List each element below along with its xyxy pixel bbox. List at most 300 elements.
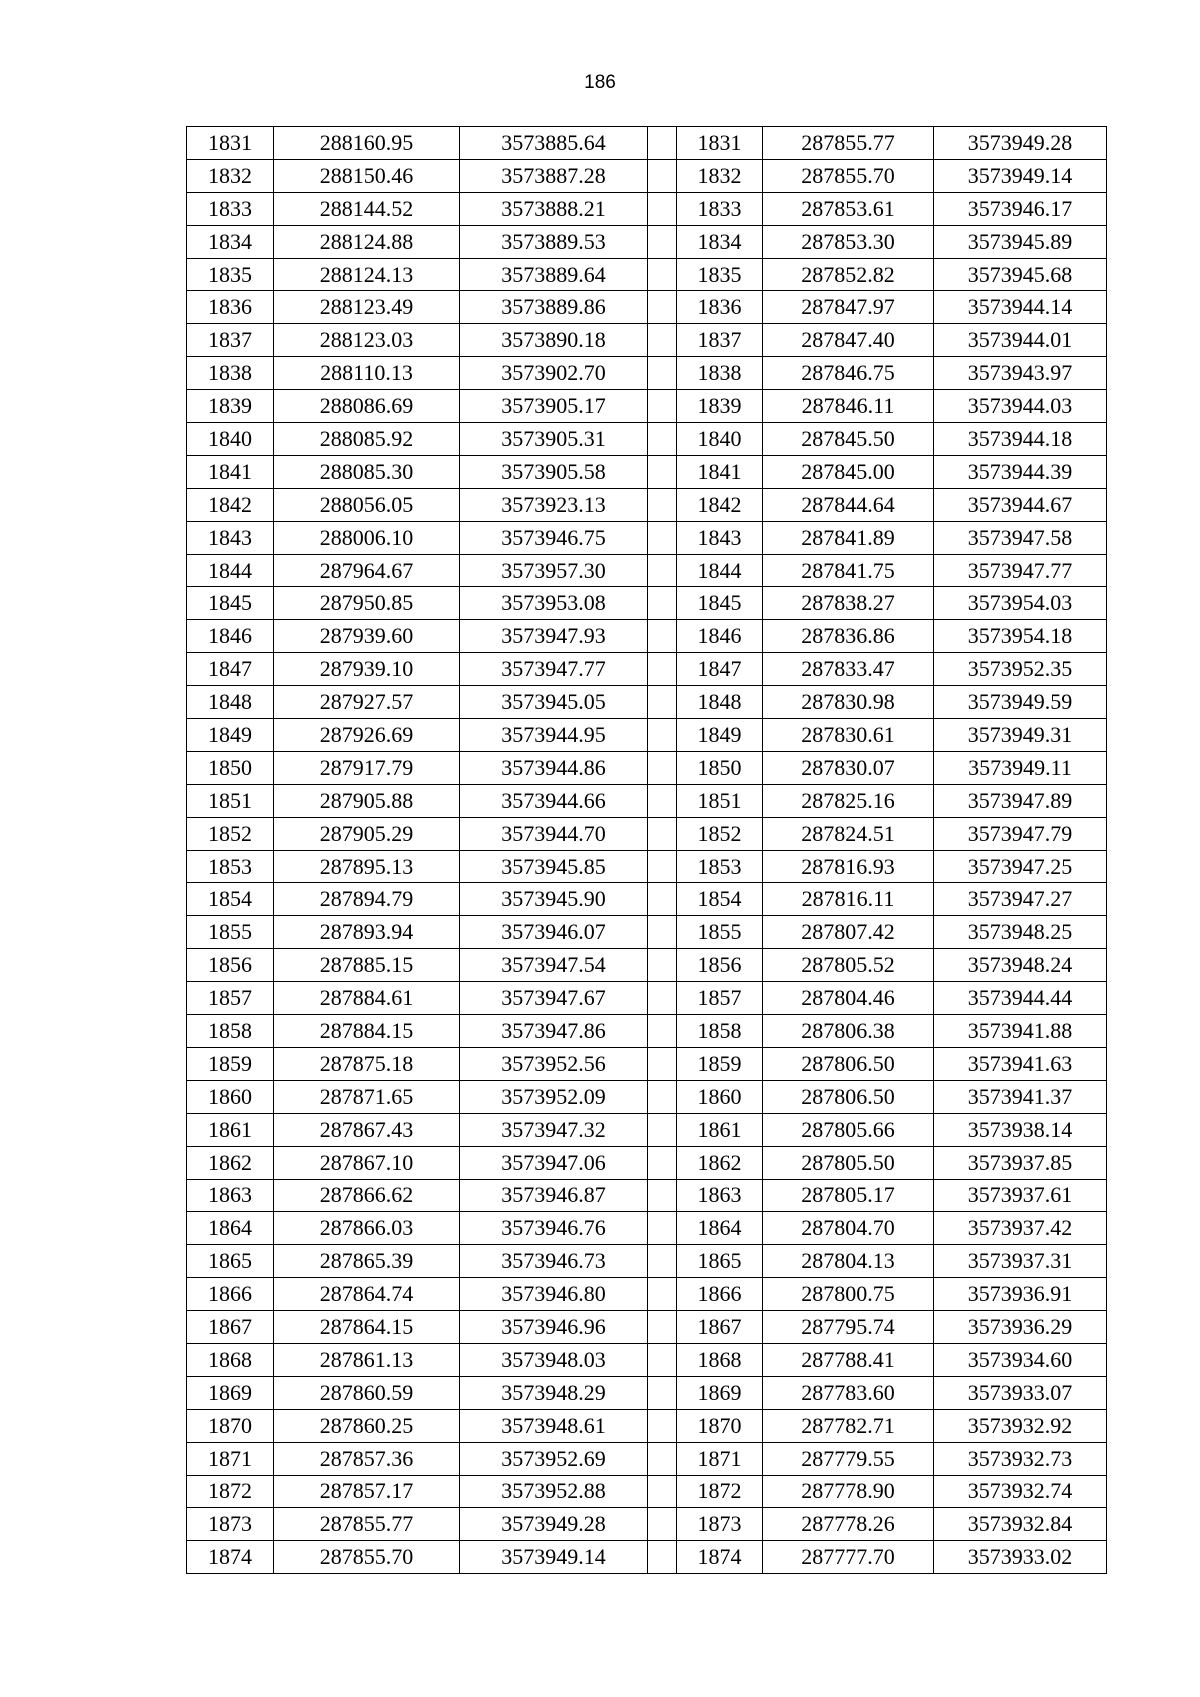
right-point-id-cell: 1833 — [677, 192, 763, 225]
left-y-coordinate-cell: 3573953.08 — [460, 587, 648, 620]
table-row — [187, 554, 1107, 587]
right-x-coordinate-cell: 287833.47 — [763, 653, 934, 686]
left-point-id-cell: 1845 — [187, 587, 274, 620]
table-row — [187, 1212, 1107, 1245]
spacer-cell — [648, 324, 677, 357]
spacer-cell — [648, 159, 677, 192]
left-y-coordinate-cell: 3573888.21 — [460, 192, 648, 225]
left-y-coordinate-cell: 3573902.70 — [460, 357, 648, 390]
table-row — [187, 488, 1107, 521]
spacer-cell — [648, 1343, 677, 1376]
right-y-coordinate-cell: 3573934.60 — [934, 1343, 1107, 1376]
table-row — [187, 1409, 1107, 1442]
right-point-id-cell: 1859 — [677, 1047, 763, 1080]
table-row — [187, 521, 1107, 554]
right-x-coordinate-cell: 287778.26 — [763, 1508, 934, 1541]
left-y-coordinate-cell: 3573948.03 — [460, 1343, 648, 1376]
left-x-coordinate-cell: 287866.62 — [274, 1179, 460, 1212]
right-x-coordinate-cell: 287782.71 — [763, 1409, 934, 1442]
left-y-coordinate-cell: 3573889.64 — [460, 258, 648, 291]
right-x-coordinate-cell: 287844.64 — [763, 488, 934, 521]
left-x-coordinate-cell: 287867.43 — [274, 1113, 460, 1146]
right-x-coordinate-cell: 287816.93 — [763, 850, 934, 883]
left-y-coordinate-cell: 3573905.58 — [460, 455, 648, 488]
right-y-coordinate-cell: 3573954.18 — [934, 620, 1107, 653]
spacer-cell — [648, 1508, 677, 1541]
table-row — [187, 982, 1107, 1015]
table-row — [187, 620, 1107, 653]
right-y-coordinate-cell: 3573937.31 — [934, 1245, 1107, 1278]
left-point-id-cell: 1831 — [187, 127, 274, 160]
left-y-coordinate-cell: 3573946.75 — [460, 521, 648, 554]
table-row — [187, 127, 1107, 160]
right-point-id-cell: 1869 — [677, 1376, 763, 1409]
table-row — [187, 1179, 1107, 1212]
right-point-id-cell: 1873 — [677, 1508, 763, 1541]
right-point-id-cell: 1838 — [677, 357, 763, 390]
table-row — [187, 159, 1107, 192]
left-point-id-cell: 1848 — [187, 686, 274, 719]
left-y-coordinate-cell: 3573947.06 — [460, 1146, 648, 1179]
left-x-coordinate-cell: 288056.05 — [274, 488, 460, 521]
left-y-coordinate-cell: 3573945.85 — [460, 850, 648, 883]
left-y-coordinate-cell: 3573949.28 — [460, 1508, 648, 1541]
left-y-coordinate-cell: 3573952.56 — [460, 1047, 648, 1080]
left-x-coordinate-cell: 287964.67 — [274, 554, 460, 587]
left-point-id-cell: 1867 — [187, 1311, 274, 1344]
right-x-coordinate-cell: 287841.75 — [763, 554, 934, 587]
right-point-id-cell: 1832 — [677, 159, 763, 192]
right-point-id-cell: 1864 — [677, 1212, 763, 1245]
spacer-cell — [648, 521, 677, 554]
right-point-id-cell: 1855 — [677, 916, 763, 949]
spacer-cell — [648, 1080, 677, 1113]
left-y-coordinate-cell: 3573944.86 — [460, 751, 648, 784]
right-point-id-cell: 1874 — [677, 1541, 763, 1574]
table-row — [187, 1015, 1107, 1048]
left-x-coordinate-cell: 288085.92 — [274, 423, 460, 456]
right-y-coordinate-cell: 3573949.11 — [934, 751, 1107, 784]
right-point-id-cell: 1837 — [677, 324, 763, 357]
spacer-cell — [648, 883, 677, 916]
right-x-coordinate-cell: 287778.90 — [763, 1475, 934, 1508]
right-x-coordinate-cell: 287853.61 — [763, 192, 934, 225]
left-x-coordinate-cell: 288110.13 — [274, 357, 460, 390]
left-y-coordinate-cell: 3573947.86 — [460, 1015, 648, 1048]
left-x-coordinate-cell: 287926.69 — [274, 719, 460, 752]
right-point-id-cell: 1854 — [677, 883, 763, 916]
spacer-cell — [648, 949, 677, 982]
right-x-coordinate-cell: 287795.74 — [763, 1311, 934, 1344]
right-y-coordinate-cell: 3573941.63 — [934, 1047, 1107, 1080]
right-y-coordinate-cell: 3573932.74 — [934, 1475, 1107, 1508]
spacer-cell — [648, 719, 677, 752]
left-x-coordinate-cell: 287855.70 — [274, 1541, 460, 1574]
left-x-coordinate-cell: 287864.15 — [274, 1311, 460, 1344]
right-x-coordinate-cell: 287836.86 — [763, 620, 934, 653]
spacer-cell — [648, 653, 677, 686]
right-y-coordinate-cell: 3573947.79 — [934, 817, 1107, 850]
left-x-coordinate-cell: 287893.94 — [274, 916, 460, 949]
spacer-cell — [648, 982, 677, 1015]
right-y-coordinate-cell: 3573936.91 — [934, 1278, 1107, 1311]
spacer-cell — [648, 1245, 677, 1278]
left-y-coordinate-cell: 3573944.66 — [460, 784, 648, 817]
left-y-coordinate-cell: 3573946.76 — [460, 1212, 648, 1245]
left-x-coordinate-cell: 287864.74 — [274, 1278, 460, 1311]
spacer-cell — [648, 1278, 677, 1311]
right-x-coordinate-cell: 287855.70 — [763, 159, 934, 192]
right-y-coordinate-cell: 3573936.29 — [934, 1311, 1107, 1344]
left-point-id-cell: 1837 — [187, 324, 274, 357]
left-y-coordinate-cell: 3573923.13 — [460, 488, 648, 521]
table-row — [187, 751, 1107, 784]
table-row — [187, 1080, 1107, 1113]
left-point-id-cell: 1854 — [187, 883, 274, 916]
right-x-coordinate-cell: 287847.97 — [763, 291, 934, 324]
spacer-cell — [648, 1047, 677, 1080]
table-row — [187, 719, 1107, 752]
right-y-coordinate-cell: 3573944.01 — [934, 324, 1107, 357]
right-y-coordinate-cell: 3573945.68 — [934, 258, 1107, 291]
right-y-coordinate-cell: 3573947.25 — [934, 850, 1107, 883]
left-x-coordinate-cell: 287855.77 — [274, 1508, 460, 1541]
left-point-id-cell: 1843 — [187, 521, 274, 554]
table-row — [187, 1047, 1107, 1080]
left-x-coordinate-cell: 287905.29 — [274, 817, 460, 850]
right-x-coordinate-cell: 287805.66 — [763, 1113, 934, 1146]
right-x-coordinate-cell: 287825.16 — [763, 784, 934, 817]
table-row — [187, 1245, 1107, 1278]
right-y-coordinate-cell: 3573947.27 — [934, 883, 1107, 916]
spacer-cell — [648, 1376, 677, 1409]
left-x-coordinate-cell: 288006.10 — [274, 521, 460, 554]
right-y-coordinate-cell: 3573937.85 — [934, 1146, 1107, 1179]
left-point-id-cell: 1870 — [187, 1409, 274, 1442]
right-point-id-cell: 1842 — [677, 488, 763, 521]
right-y-coordinate-cell: 3573941.88 — [934, 1015, 1107, 1048]
right-y-coordinate-cell: 3573947.89 — [934, 784, 1107, 817]
spacer-cell — [648, 1442, 677, 1475]
right-point-id-cell: 1858 — [677, 1015, 763, 1048]
spacer-cell — [648, 554, 677, 587]
table-row — [187, 784, 1107, 817]
left-point-id-cell: 1872 — [187, 1475, 274, 1508]
right-point-id-cell: 1857 — [677, 982, 763, 1015]
left-y-coordinate-cell: 3573946.07 — [460, 916, 648, 949]
table-row — [187, 686, 1107, 719]
left-y-coordinate-cell: 3573949.14 — [460, 1541, 648, 1574]
left-point-id-cell: 1841 — [187, 455, 274, 488]
right-point-id-cell: 1853 — [677, 850, 763, 883]
left-x-coordinate-cell: 287894.79 — [274, 883, 460, 916]
left-point-id-cell: 1869 — [187, 1376, 274, 1409]
spacer-cell — [648, 357, 677, 390]
left-y-coordinate-cell: 3573957.30 — [460, 554, 648, 587]
left-x-coordinate-cell: 287884.15 — [274, 1015, 460, 1048]
spacer-cell — [648, 488, 677, 521]
right-y-coordinate-cell: 3573947.58 — [934, 521, 1107, 554]
left-x-coordinate-cell: 287885.15 — [274, 949, 460, 982]
right-point-id-cell: 1871 — [677, 1442, 763, 1475]
right-x-coordinate-cell: 287777.70 — [763, 1541, 934, 1574]
left-x-coordinate-cell: 287895.13 — [274, 850, 460, 883]
right-x-coordinate-cell: 287804.70 — [763, 1212, 934, 1245]
left-point-id-cell: 1866 — [187, 1278, 274, 1311]
left-point-id-cell: 1838 — [187, 357, 274, 390]
right-x-coordinate-cell: 287852.82 — [763, 258, 934, 291]
right-point-id-cell: 1849 — [677, 719, 763, 752]
left-x-coordinate-cell: 287927.57 — [274, 686, 460, 719]
right-x-coordinate-cell: 287824.51 — [763, 817, 934, 850]
left-point-id-cell: 1861 — [187, 1113, 274, 1146]
left-y-coordinate-cell: 3573947.54 — [460, 949, 648, 982]
left-point-id-cell: 1860 — [187, 1080, 274, 1113]
right-point-id-cell: 1872 — [677, 1475, 763, 1508]
right-x-coordinate-cell: 287804.46 — [763, 982, 934, 1015]
table-row — [187, 324, 1107, 357]
left-x-coordinate-cell: 287917.79 — [274, 751, 460, 784]
left-point-id-cell: 1863 — [187, 1179, 274, 1212]
table-row — [187, 1442, 1107, 1475]
left-x-coordinate-cell: 288123.03 — [274, 324, 460, 357]
table-row — [187, 850, 1107, 883]
spacer-cell — [648, 291, 677, 324]
coordinates-table-body — [187, 127, 1107, 1574]
right-y-coordinate-cell: 3573937.61 — [934, 1179, 1107, 1212]
table-row — [187, 258, 1107, 291]
right-point-id-cell: 1868 — [677, 1343, 763, 1376]
right-y-coordinate-cell: 3573944.67 — [934, 488, 1107, 521]
spacer-cell — [648, 751, 677, 784]
right-point-id-cell: 1831 — [677, 127, 763, 160]
right-point-id-cell: 1848 — [677, 686, 763, 719]
right-y-coordinate-cell: 3573933.07 — [934, 1376, 1107, 1409]
left-point-id-cell: 1846 — [187, 620, 274, 653]
spacer-cell — [648, 1146, 677, 1179]
left-y-coordinate-cell: 3573947.77 — [460, 653, 648, 686]
spacer-cell — [648, 1015, 677, 1048]
right-point-id-cell: 1839 — [677, 390, 763, 423]
right-point-id-cell: 1850 — [677, 751, 763, 784]
right-point-id-cell: 1852 — [677, 817, 763, 850]
right-y-coordinate-cell: 3573949.28 — [934, 127, 1107, 160]
table-row — [187, 1376, 1107, 1409]
right-x-coordinate-cell: 287807.42 — [763, 916, 934, 949]
spacer-cell — [648, 817, 677, 850]
right-point-id-cell: 1863 — [677, 1179, 763, 1212]
left-point-id-cell: 1839 — [187, 390, 274, 423]
right-x-coordinate-cell: 287841.89 — [763, 521, 934, 554]
left-point-id-cell: 1858 — [187, 1015, 274, 1048]
left-y-coordinate-cell: 3573947.67 — [460, 982, 648, 1015]
left-x-coordinate-cell: 287867.10 — [274, 1146, 460, 1179]
left-x-coordinate-cell: 288124.13 — [274, 258, 460, 291]
left-x-coordinate-cell: 287861.13 — [274, 1343, 460, 1376]
right-point-id-cell: 1862 — [677, 1146, 763, 1179]
right-x-coordinate-cell: 287853.30 — [763, 225, 934, 258]
left-y-coordinate-cell: 3573948.29 — [460, 1376, 648, 1409]
left-y-coordinate-cell: 3573905.31 — [460, 423, 648, 456]
right-point-id-cell: 1836 — [677, 291, 763, 324]
table-row — [187, 1541, 1107, 1574]
spacer-cell — [648, 192, 677, 225]
table-row — [187, 949, 1107, 982]
right-x-coordinate-cell: 287805.52 — [763, 949, 934, 982]
left-y-coordinate-cell: 3573945.90 — [460, 883, 648, 916]
left-y-coordinate-cell: 3573944.95 — [460, 719, 648, 752]
right-point-id-cell: 1847 — [677, 653, 763, 686]
left-point-id-cell: 1850 — [187, 751, 274, 784]
right-x-coordinate-cell: 287788.41 — [763, 1343, 934, 1376]
right-y-coordinate-cell: 3573932.73 — [934, 1442, 1107, 1475]
left-x-coordinate-cell: 287857.36 — [274, 1442, 460, 1475]
left-x-coordinate-cell: 287860.25 — [274, 1409, 460, 1442]
left-x-coordinate-cell: 287866.03 — [274, 1212, 460, 1245]
right-point-id-cell: 1844 — [677, 554, 763, 587]
right-point-id-cell: 1870 — [677, 1409, 763, 1442]
right-point-id-cell: 1860 — [677, 1080, 763, 1113]
left-y-coordinate-cell: 3573952.09 — [460, 1080, 648, 1113]
left-point-id-cell: 1855 — [187, 916, 274, 949]
right-point-id-cell: 1856 — [677, 949, 763, 982]
left-point-id-cell: 1851 — [187, 784, 274, 817]
left-x-coordinate-cell: 288160.95 — [274, 127, 460, 160]
left-x-coordinate-cell: 288123.49 — [274, 291, 460, 324]
table-row — [187, 1508, 1107, 1541]
left-x-coordinate-cell: 287939.60 — [274, 620, 460, 653]
left-y-coordinate-cell: 3573887.28 — [460, 159, 648, 192]
right-point-id-cell: 1867 — [677, 1311, 763, 1344]
left-y-coordinate-cell: 3573952.69 — [460, 1442, 648, 1475]
left-x-coordinate-cell: 287857.17 — [274, 1475, 460, 1508]
right-x-coordinate-cell: 287830.61 — [763, 719, 934, 752]
table-row — [187, 817, 1107, 850]
left-x-coordinate-cell: 287860.59 — [274, 1376, 460, 1409]
left-point-id-cell: 1871 — [187, 1442, 274, 1475]
left-x-coordinate-cell: 287871.65 — [274, 1080, 460, 1113]
left-point-id-cell: 1859 — [187, 1047, 274, 1080]
left-y-coordinate-cell: 3573946.80 — [460, 1278, 648, 1311]
spacer-cell — [648, 225, 677, 258]
left-x-coordinate-cell: 287905.88 — [274, 784, 460, 817]
spacer-cell — [648, 258, 677, 291]
left-y-coordinate-cell: 3573947.32 — [460, 1113, 648, 1146]
left-y-coordinate-cell: 3573947.93 — [460, 620, 648, 653]
right-y-coordinate-cell: 3573944.44 — [934, 982, 1107, 1015]
right-y-coordinate-cell: 3573937.42 — [934, 1212, 1107, 1245]
right-x-coordinate-cell: 287783.60 — [763, 1376, 934, 1409]
left-point-id-cell: 1857 — [187, 982, 274, 1015]
left-x-coordinate-cell: 287939.10 — [274, 653, 460, 686]
left-point-id-cell: 1835 — [187, 258, 274, 291]
spacer-cell — [648, 1212, 677, 1245]
spacer-cell — [648, 127, 677, 160]
spacer-cell — [648, 1541, 677, 1574]
right-x-coordinate-cell: 287846.75 — [763, 357, 934, 390]
left-point-id-cell: 1862 — [187, 1146, 274, 1179]
right-y-coordinate-cell: 3573954.03 — [934, 587, 1107, 620]
left-y-coordinate-cell: 3573946.87 — [460, 1179, 648, 1212]
left-x-coordinate-cell: 287875.18 — [274, 1047, 460, 1080]
table-row — [187, 1113, 1107, 1146]
right-point-id-cell: 1845 — [677, 587, 763, 620]
right-x-coordinate-cell: 287846.11 — [763, 390, 934, 423]
right-point-id-cell: 1846 — [677, 620, 763, 653]
right-point-id-cell: 1861 — [677, 1113, 763, 1146]
spacer-cell — [648, 784, 677, 817]
table-row — [187, 1146, 1107, 1179]
spacer-cell — [648, 1409, 677, 1442]
right-y-coordinate-cell: 3573948.24 — [934, 949, 1107, 982]
left-point-id-cell: 1853 — [187, 850, 274, 883]
left-y-coordinate-cell: 3573948.61 — [460, 1409, 648, 1442]
spacer-cell — [648, 686, 677, 719]
left-x-coordinate-cell: 288150.46 — [274, 159, 460, 192]
spacer-cell — [648, 1311, 677, 1344]
right-y-coordinate-cell: 3573949.14 — [934, 159, 1107, 192]
spacer-cell — [648, 455, 677, 488]
right-point-id-cell: 1835 — [677, 258, 763, 291]
left-y-coordinate-cell: 3573889.86 — [460, 291, 648, 324]
left-point-id-cell: 1873 — [187, 1508, 274, 1541]
right-x-coordinate-cell: 287779.55 — [763, 1442, 934, 1475]
spacer-cell — [648, 850, 677, 883]
right-x-coordinate-cell: 287830.07 — [763, 751, 934, 784]
right-y-coordinate-cell: 3573948.25 — [934, 916, 1107, 949]
left-x-coordinate-cell: 288085.30 — [274, 455, 460, 488]
right-x-coordinate-cell: 287830.98 — [763, 686, 934, 719]
spacer-cell — [648, 1179, 677, 1212]
left-x-coordinate-cell: 287865.39 — [274, 1245, 460, 1278]
right-y-coordinate-cell: 3573944.03 — [934, 390, 1107, 423]
left-point-id-cell: 1834 — [187, 225, 274, 258]
right-x-coordinate-cell: 287805.50 — [763, 1146, 934, 1179]
right-point-id-cell: 1840 — [677, 423, 763, 456]
table-row — [187, 916, 1107, 949]
table-row — [187, 291, 1107, 324]
right-x-coordinate-cell: 287816.11 — [763, 883, 934, 916]
table-row — [187, 225, 1107, 258]
page-number: 186 — [584, 72, 616, 93]
left-point-id-cell: 1836 — [187, 291, 274, 324]
left-y-coordinate-cell: 3573952.88 — [460, 1475, 648, 1508]
left-y-coordinate-cell: 3573885.64 — [460, 127, 648, 160]
left-y-coordinate-cell: 3573889.53 — [460, 225, 648, 258]
left-point-id-cell: 1849 — [187, 719, 274, 752]
right-point-id-cell: 1865 — [677, 1245, 763, 1278]
right-point-id-cell: 1834 — [677, 225, 763, 258]
left-x-coordinate-cell: 288124.88 — [274, 225, 460, 258]
right-y-coordinate-cell: 3573944.39 — [934, 455, 1107, 488]
spacer-cell — [648, 423, 677, 456]
left-y-coordinate-cell: 3573946.73 — [460, 1245, 648, 1278]
table-row — [187, 587, 1107, 620]
left-point-id-cell: 1842 — [187, 488, 274, 521]
right-y-coordinate-cell: 3573947.77 — [934, 554, 1107, 587]
right-x-coordinate-cell: 287800.75 — [763, 1278, 934, 1311]
right-y-coordinate-cell: 3573944.18 — [934, 423, 1107, 456]
right-x-coordinate-cell: 287855.77 — [763, 127, 934, 160]
table-row — [187, 1343, 1107, 1376]
table-row — [187, 357, 1107, 390]
left-point-id-cell: 1856 — [187, 949, 274, 982]
right-y-coordinate-cell: 3573932.92 — [934, 1409, 1107, 1442]
right-y-coordinate-cell: 3573945.89 — [934, 225, 1107, 258]
right-y-coordinate-cell: 3573946.17 — [934, 192, 1107, 225]
left-y-coordinate-cell: 3573944.70 — [460, 817, 648, 850]
left-y-coordinate-cell: 3573905.17 — [460, 390, 648, 423]
